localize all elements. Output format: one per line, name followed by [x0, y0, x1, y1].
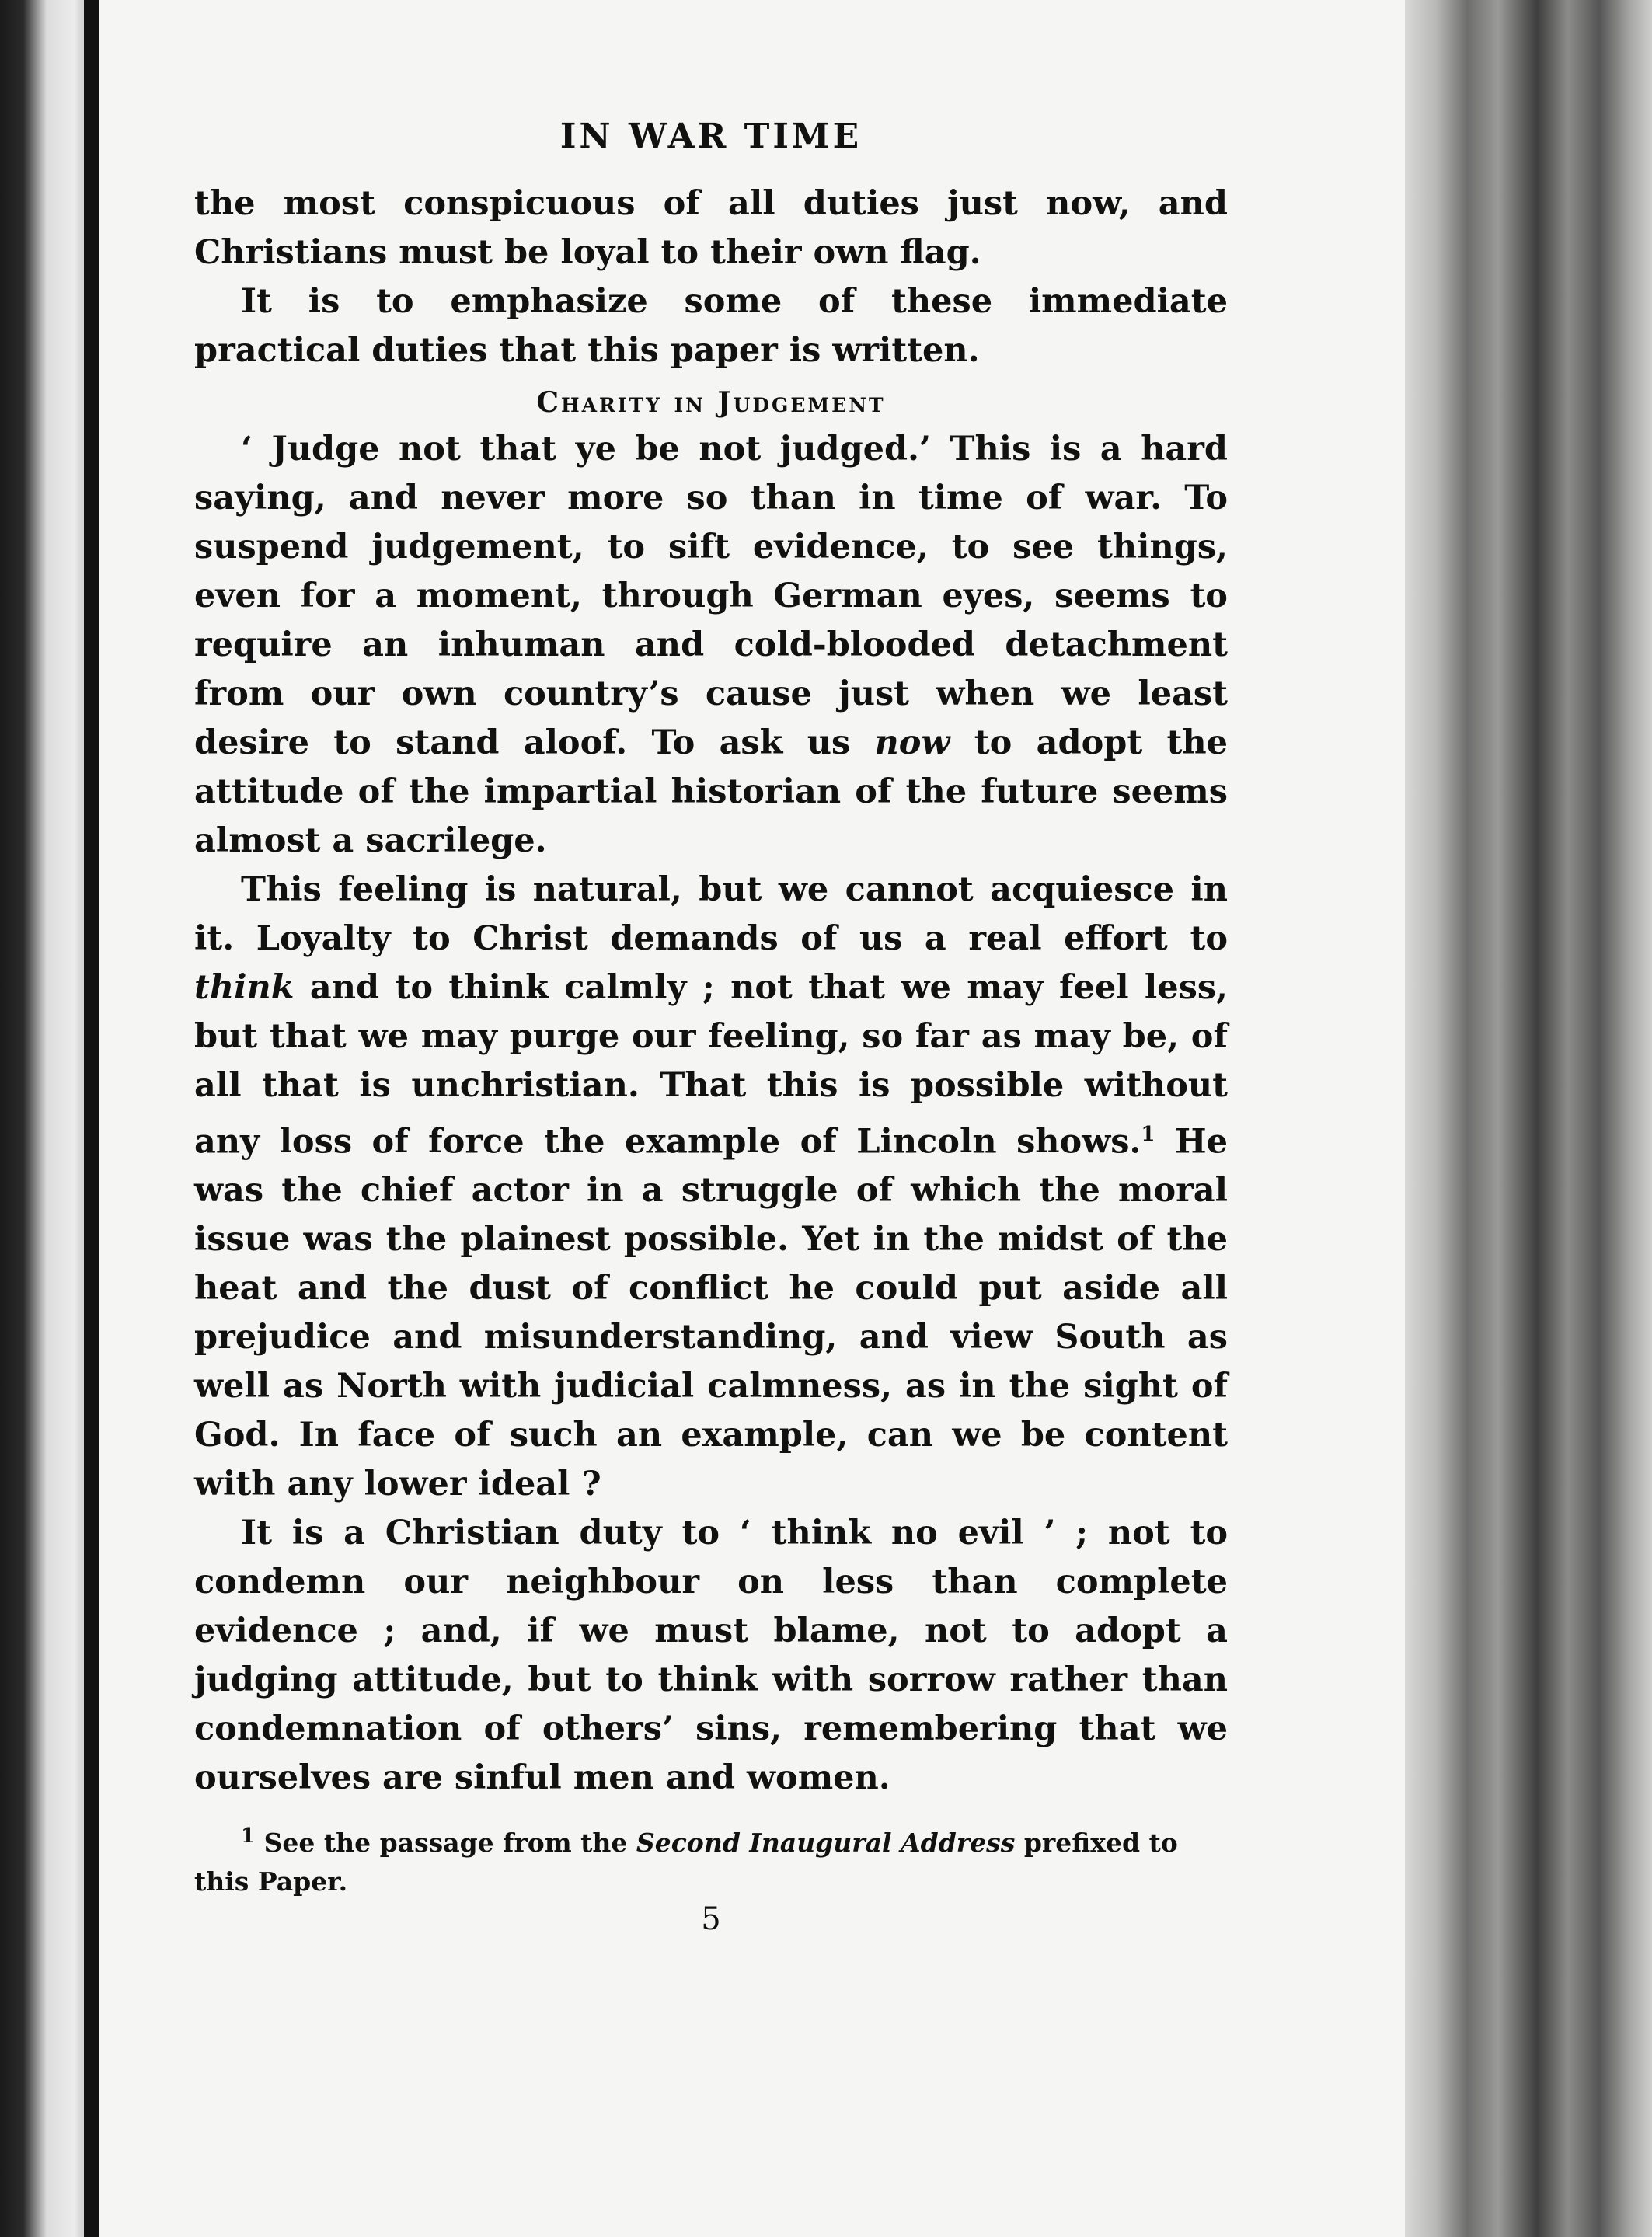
section-heading: Charity in Judgement: [536, 386, 886, 419]
footnote-text: prefixed to this Paper.: [194, 1828, 1178, 1897]
paragraph-text: He was the chief actor in a struggle of which the moral issue was the plainest possible. Yet in the midst of the heat and the dust of conflict he could put aside all prejudice and misunderstanding, and view South as well as North with judicial calmness, as in the sight of God. In face of such an example, can we be content with any lower ideal ?: [194, 1122, 1228, 1504]
footnote: [194, 1817, 1228, 1901]
footnote-reference: 1: [1141, 1123, 1155, 1146]
paragraph: It is to emphasize some of these immediate practical duties that this paper is written.: [194, 282, 1228, 370]
emphasis: think: [194, 968, 295, 1007]
running-head: IN WAR TIME: [559, 117, 863, 156]
footnote-title: Second Inaugural Address: [636, 1828, 1016, 1859]
paragraph: [194, 425, 1228, 866]
paragraph-continued: the most conspicuous of all duties just now, and Christians must be loyal to their own flag.: [194, 184, 1228, 272]
paragraph-text: and to think calmly ; not that we may feel less, but that we may purge our feeling, so far as may be, of all that is unchristian. That this is possible without any loss of force the example of Lincoln shows.: [194, 968, 1228, 1162]
book-binding-shadow: [84, 0, 99, 2237]
paragraph-text: to adopt the attitude of the impartial historian of the future seems almost a sacrilege.: [194, 723, 1228, 860]
page-text: [194, 117, 1228, 1937]
page-stack-edge: [1405, 0, 1652, 2237]
paragraph-text: This feeling is natural, but we cannot acquiesce in it. Loyalty to Christ demands of us a real effort to: [194, 870, 1228, 958]
page-number: 5: [701, 1901, 721, 1938]
paragraph-text: ‘ Judge not that ye be not judged.’ This is a hard saying, and never more so than in time of war. To suspend judgement, to sift evidence, to see things, even for a moment, through German eyes, seems to require an inhuman and cold-blooded detachment from our own country’s cause just when we least desire to stand aloof. To ask us: [194, 430, 1228, 762]
paragraph: It is a Christian duty to ‘ think no evil ’ ; not to condemn our neighbour on less than complete evidence ; and, if we must blame, not to adopt a judging attitude, but to think with sorrow rather than condemnation of others’ sins, remembering that we ourselves are sinful men and women.: [194, 1514, 1228, 1798]
footnote-marker: 1: [241, 1824, 256, 1848]
emphasis: now: [874, 723, 950, 762]
footnote-text: See the passage from the: [255, 1828, 636, 1859]
paragraph: [194, 866, 1228, 1509]
facing-page-edge: [0, 0, 87, 2237]
